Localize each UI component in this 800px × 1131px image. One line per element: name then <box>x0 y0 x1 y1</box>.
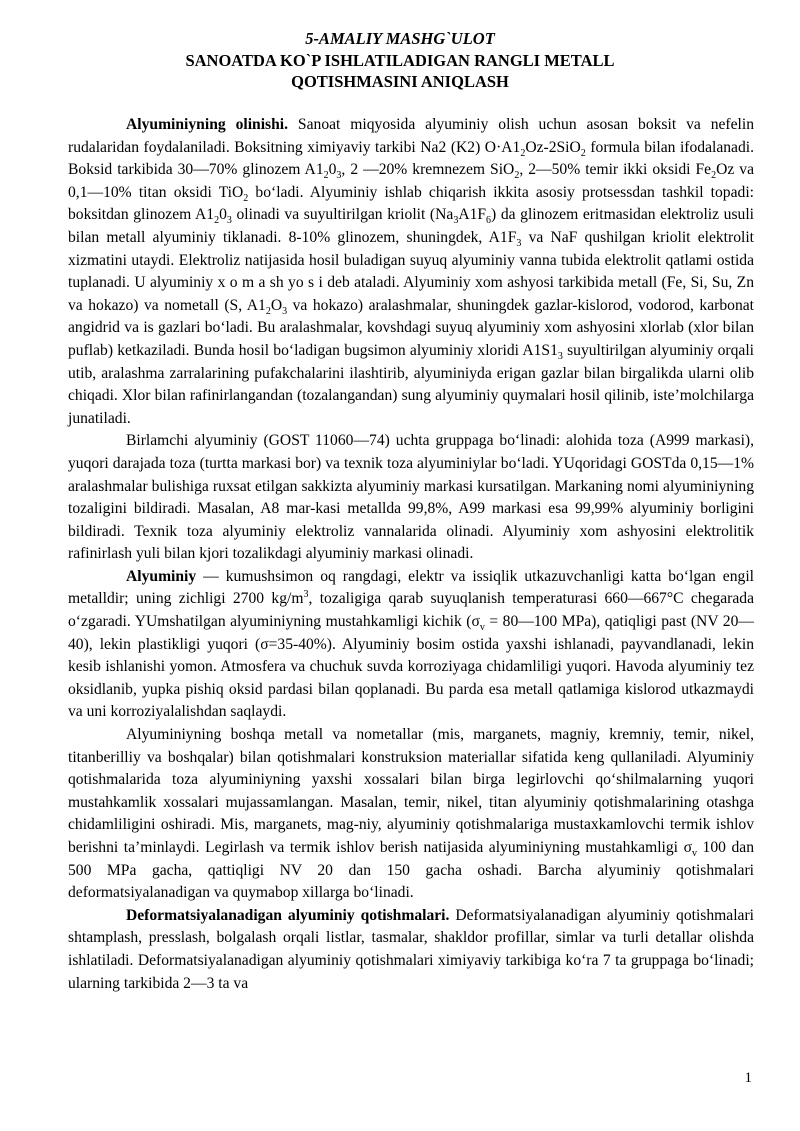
paragraph-heading: Alyuminiyning olinishi. <box>126 116 289 133</box>
paragraph-heading: Deformatsiyalanadigan alyuminiy qotishmalari. <box>126 906 450 924</box>
page-title-line-2: QOTISHMASINI ANIQLASH <box>291 72 509 91</box>
document-body <box>68 114 754 995</box>
paragraph-heading: Alyuminiy <box>126 567 197 585</box>
paragraph-aluminium-production: Alyuminiyning olinishi. Sanoat miqyosida alyuminiy olish uchun asosan boksit va nefelin rudalaridan foydalaniladi. Boksitning ximiyaviy tarkibi Na2 (K2) $O\cdot A1_2Oz-2SiO_2$ formula bilan ifodalanadi. Boksid tarkibida 30—70% glinozem $A1_20_3$, 2 —20% kremnezem SiO$_2$, 2—50% temir ikki oksidi $Fe_2Oz$ va 0,1—10% titan oksidi TiO$_2$ bo‘ladi. Alyuminiy ishlab chiqarish ikkita asosiy protsessdan tashkil topadi: boksitdan glinozem $A1_20_3$ olinadi va suyultirilgan kriolit $(Na_3A1F_6)$ da glinozem eritmasidan elektroliz usuli bilan metall alyuminiy tiklanadi. 8-10% glinozem, shuningdek, $A1F_3$ va NaF qushilgan kriolit elektrolit xizmatini utaydi. Elektroliz natijasida hosil buladigan suyuq alyuminiy vanna tubida elektrolit qatlami ostida tuplanadi. U alyuminiy x o m a sh yo s i deb ataladi. Alyuminiy xom ashyosi tarkibida metall (Fe, Si, Su, Zn va hokazo) va nometall (S, $A1_2O_3$ va hokazo) aralashmalar, shuningdek gazlar-kislorod, vodorod, karbonat angidrid va is gazlari bo‘ladi. Bu aralashmalar, kovshdagi suyuq alyuminiy xom ashyosini xlorlab (xlor bilan puflab) ketkaziladi. Bunda hosil bo‘ladigan bugsimon alyuminiy xloridi $A1S1_3$ suyultirilgan alyuminiy orqali utib, aralashma zarralarining pufakchalarini ilashtirib, alyuminiyda erigan gazlar bilan birgalikda ularni olib chiqadi. Xlor bilan rafinirlangandan (tozalangandan) sung alyuminiy quymalari hosil qilinib, iste’molchilarga junatiladi. <box>68 116 754 427</box>
title-block <box>60 28 740 93</box>
paragraph-primary-aluminium: Birlamchi alyuminiy (GOST 11060—74) uchta gruppaga bo‘linadi: alohida toza (A999 markasi), yuqori darajada toza (turtta markasi bor) va texnik toza alyuminiylar bo‘ladi. YUqoridagi GOSTda 0,15—1% aralashmalar bulishiga ruxsat etilgan sakkizta alyuminiy markasi kursatilgan. Markaning nomi alyuminiyning tozaligini bildiradi. Masalan, A8 mar-kasi metallda 99,8%, A99 markasi esa 99,99% alyuminiy borligini bildiradi. Texnik toza alyuminiy elektroliz vannalarida olinadi. Alyuminiy xom ashyosini elektrolitik rafinirlash yuli bilan kjori tozalikdagi alyuminiy markasi olinadi. <box>68 432 754 563</box>
lesson-label: 5-AMALIY MASHG`ULOT <box>305 29 495 48</box>
paragraph-deformable-alloys: Deformatsiyalanadigan alyuminiy qotishmalari. Deformatsiyalanadigan alyuminiy qotishmalari shtamplash, presslash, bolgalash orqali listlar, tasmalar, shakldor profillar, simlar va turli detallar olishda ishlatiladi. Deformatsiyalanadigan alyuminiy qotishmalari ximiyaviy tarkibiga ko‘ra 7 ta gruppaga bo‘linadi; ularning tarkibida 2—3 ta va <box>68 906 754 992</box>
page-number: 1 <box>744 1070 752 1086</box>
paragraph-aluminium-alloys: Alyuminiyning boshqa metall va nometallar (mis, marganets, magniy, kremniy, temir, nikel, titanberilliy va boshqalar) bilan qotishmalari konstruksion materiallar sifatida keng qullaniladi. Alyuminiy qotishmalarida toza alyuminiyning yaxshi xossalari bilan birga legirlovchi qo‘shilmalarning yuqori mustahkamlik xossalari mujassamlangan. Masalan, temir, nikel, titan alyuminiy qotishmalarining otashga chidamliligini oshiradi. Mis, marganets, mag-niy, alyuminiy qotishmalariga mustaxkamlovchi termik ishlov berishni ta’minlaydi. Legirlash va termik ishlov berish natijasida alyuminiyning mustahkamligi $\sigma_v$ 100 dan 500 MPa gacha, qattiqligi NV 20 dan 150 gacha oshadi. Barcha alyuminiy qotishmalari deformatsiyalanadigan va quymabop xillarga bo‘linadi. <box>68 726 755 902</box>
page-title-line-1: SANOATDA KO`P ISHLATILADIGAN RANGLI METALL <box>185 50 615 70</box>
paragraph-aluminium-properties: Alyuminiy — kumushsimon oq rangdagi, elektr va issiqlik utkazuvchanligi katta bo‘lgan engil metalldir; uning zichligi 2700 $kg/m^3$, tozaligiga qarab suyuqlanish temperaturasi 660—667°C chegarada o‘zgaradi. YUmshatilgan alyuminiyning mustahkamligi kichik ($\sigma_v$ = 80—100 MPa), qatiqligi past (NV 20—40), lekin plastikligi yuqori (σ=35-40%). Alyuminiy bosim ostida yaxshi ishlanadi, payvandlanadi, lekin kesib ishlanishi yomon. Atmosfera va chuchuk suvda korroziyaga chidamliligi yuqori. Havoda alyuminiy tez oksidlanib, yupka pishiq oksid pardasi bilan qoplanadi. Bu parda esa metall qatlamiga kislorod utkazmaydi va uni korroziyalalishdan saqlaydi. <box>68 567 755 721</box>
